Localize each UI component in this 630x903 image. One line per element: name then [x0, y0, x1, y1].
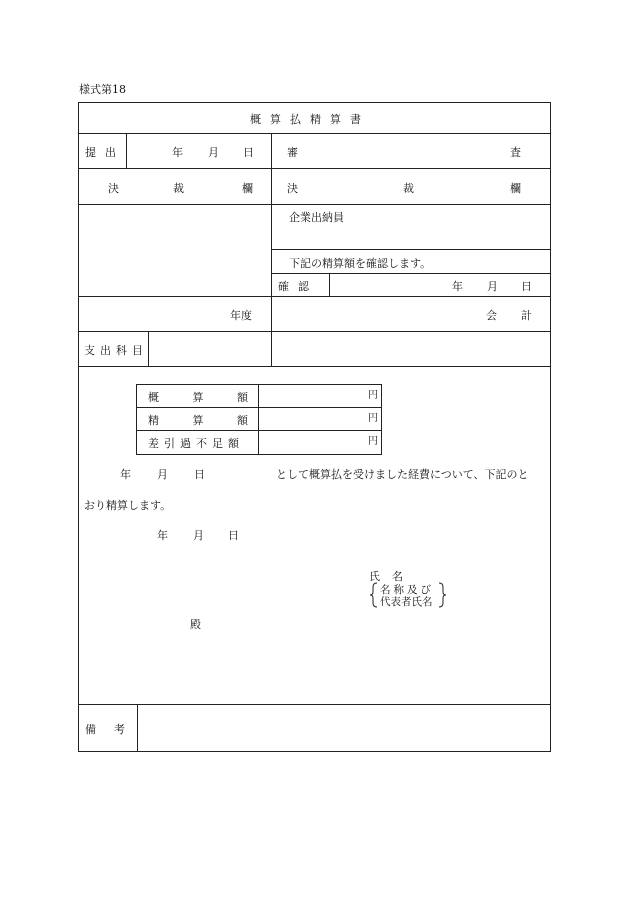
audit-right-label: 査	[510, 146, 521, 159]
confirm-month: 月	[487, 280, 498, 293]
submit-label: 提出	[85, 146, 125, 159]
decision-left-b: 裁	[173, 182, 184, 195]
fiscal-year-label: 年度	[230, 309, 252, 322]
confirm-year: 年	[452, 280, 463, 293]
date-day: 日	[228, 529, 239, 542]
form-title: 概算払精算書	[250, 113, 370, 126]
submit-year: 年	[172, 146, 183, 159]
amount-unit-0: 円	[368, 390, 378, 401]
amount-label-1: 精 算 額	[148, 414, 248, 427]
name-sub-1: 名称及び	[380, 584, 434, 596]
decision-left-c: 欄	[242, 182, 253, 195]
submit-day: 日	[243, 146, 254, 159]
amount-label-2: 差引過不足額	[148, 437, 244, 450]
audit-left-label: 審	[287, 146, 298, 159]
body-month: 月	[157, 468, 168, 481]
cashier-label: 企業出納員	[289, 211, 344, 224]
body-day: 日	[194, 468, 205, 481]
date-month: 月	[193, 529, 204, 542]
honorific: 殿	[190, 618, 201, 631]
body-text-2: おり精算します。	[84, 499, 172, 512]
name-sub-2: 代表者氏名	[380, 596, 433, 608]
body-year: 年	[120, 468, 131, 481]
confirm-day: 日	[521, 280, 532, 293]
decision-right-c: 欄	[510, 182, 521, 195]
amount-label-0: 概 算 額	[148, 391, 248, 404]
name-label: 氏名	[369, 570, 415, 583]
confirm-label: 確認	[278, 280, 318, 293]
decision-right-a: 決	[287, 182, 298, 195]
date-year: 年	[157, 529, 168, 542]
decision-right-b: 裁	[403, 182, 414, 195]
form-number: 様式第18	[79, 83, 126, 96]
expense-item-label: 支出科目	[84, 344, 148, 357]
accounting-b: 計	[521, 309, 532, 322]
amount-unit-1: 円	[368, 413, 378, 424]
amount-unit-2: 円	[368, 436, 378, 447]
accounting-a: 会	[486, 309, 497, 322]
submit-month: 月	[208, 146, 219, 159]
remarks-label: 備考	[85, 723, 143, 736]
decision-left-a: 決	[108, 182, 119, 195]
body-text-1: として概算払を受けました経費について、下記のと	[276, 468, 529, 481]
confirm-text: 下記の精算額を確認します。	[289, 257, 432, 270]
